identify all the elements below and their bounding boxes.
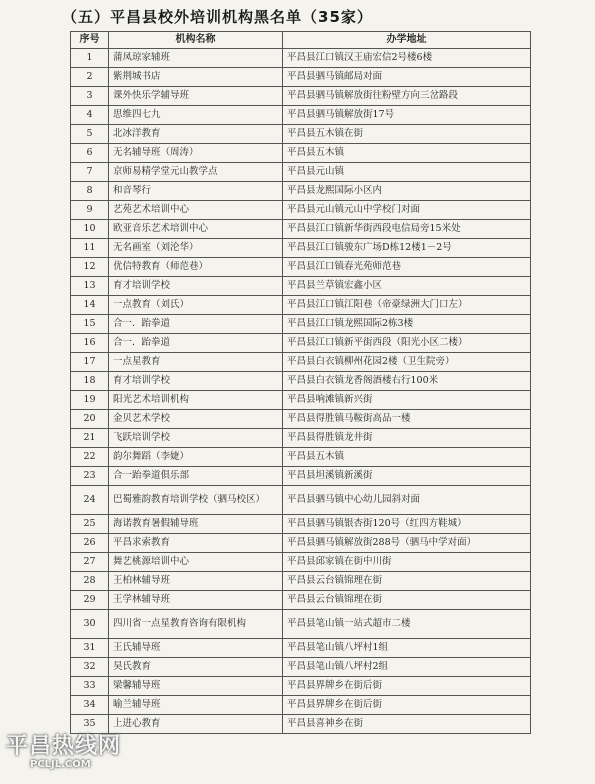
table-row [71,448,531,467]
table-row [71,553,531,572]
row-address: 平昌县云台镇锦理在街 [283,591,531,610]
row-name: 北冰洋教育 [109,125,283,144]
row-number: 31 [71,639,109,658]
row-number: 13 [71,277,109,296]
row-number: 6 [71,144,109,163]
row-number: 9 [71,201,109,220]
row-address: 平昌县驷马镇邮局对面 [283,68,531,87]
table-row [71,486,531,515]
row-name: 欧亚音乐艺术培训中心 [109,220,283,239]
row-name: 金贝艺术学校 [109,410,283,429]
row-name: 和音琴行 [109,182,283,201]
row-name: 优信特教育（师范巷） [109,258,283,277]
table-row [71,534,531,553]
row-address: 平昌县五木镇在街 [283,125,531,144]
row-address: 平昌县坦溪镇新溪街 [283,467,531,486]
table-row [71,696,531,715]
row-number: 29 [71,591,109,610]
row-number: 3 [71,87,109,106]
header-name: 机构名称 [109,32,283,49]
row-address: 平昌县驷马镇解放街17号 [283,106,531,125]
table-row [71,429,531,448]
row-address: 平昌县五木镇 [283,448,531,467]
row-address: 平昌县五木镇 [283,144,531,163]
row-address: 平昌县江口镇骏东广场D栋12楼1－2号 [283,239,531,258]
table-row [71,201,531,220]
header-no: 序号 [71,32,109,49]
table-row [71,515,531,534]
row-name: 无名辅导班（周涛） [109,144,283,163]
row-number: 8 [71,182,109,201]
table-row [71,220,531,239]
table-row [71,353,531,372]
row-name: 育才培训学校 [109,372,283,391]
row-number: 22 [71,448,109,467]
row-address: 平昌县得胜镇龙井街 [283,429,531,448]
table-row [71,572,531,591]
row-name: 合一．跆拳道 [109,334,283,353]
row-name: 一点教育（刘氏） [109,296,283,315]
row-address: 平昌县白衣镇柳州花园2楼（卫生院旁） [283,353,531,372]
watermark [6,735,121,771]
row-number: 23 [71,467,109,486]
table-row [71,87,531,106]
table-row [71,410,531,429]
row-number: 17 [71,353,109,372]
row-address: 平昌县驷马镇中心幼儿园斜对面 [283,486,531,515]
row-address: 平昌县界牌乡在街后街 [283,677,531,696]
table-row [71,277,531,296]
row-number: 16 [71,334,109,353]
row-name: 韵尔舞蹈（李婕） [109,448,283,467]
row-number: 30 [71,610,109,639]
row-number: 7 [71,163,109,182]
row-name: 舞艺桃源培训中心 [109,553,283,572]
row-name: 王学林辅导班 [109,591,283,610]
table-row [71,610,531,639]
row-number: 12 [71,258,109,277]
watermark-main: 平昌热线网 [6,734,122,759]
row-number: 19 [71,391,109,410]
blacklist-table [70,31,531,734]
row-address: 平昌县龙熙国际小区内 [283,182,531,201]
row-number: 20 [71,410,109,429]
row-number: 32 [71,658,109,677]
row-number: 14 [71,296,109,315]
row-number: 33 [71,677,109,696]
watermark-sub: PCLJL.COM [30,759,91,770]
page-title: （五）平昌县校外培训机构黑名单（35家） [62,8,373,26]
row-name: 京师易精学堂元山教学点 [109,163,283,182]
row-number: 26 [71,534,109,553]
row-name: 飞跃培训学校 [109,429,283,448]
table-row [71,467,531,486]
row-name: 喻兰辅导班 [109,696,283,715]
row-name: 紫荆城书店 [109,68,283,87]
table-row [71,315,531,334]
row-address: 平昌县江口镇龙熙国际2栋3楼 [283,315,531,334]
row-number: 15 [71,315,109,334]
row-name: 上进心教育 [109,715,283,734]
table-row [71,391,531,410]
row-name: 王柏林辅导班 [109,572,283,591]
row-address: 平昌县驷马镇银杏街120号（红四方鞋城） [283,515,531,534]
row-name: 昊氏教育 [109,658,283,677]
row-name: 平昌求索教育 [109,534,283,553]
header-addr: 办学地址 [283,32,531,49]
row-address: 平昌县笔山镇一站式超市二楼 [283,610,531,639]
table-header-row [71,32,531,49]
table-row [71,639,531,658]
row-address: 平昌县得胜镇马鞍街高品一楼 [283,410,531,429]
row-address: 平昌县界牌乡在街后街 [283,696,531,715]
table-row [71,68,531,87]
table-row [71,296,531,315]
table-row [71,49,531,68]
row-address: 平昌县喜神乡在街 [283,715,531,734]
row-name: 王氏辅导班 [109,639,283,658]
row-name: 育才培训学校 [109,277,283,296]
table-body [71,49,531,734]
row-address: 平昌县邱家镇在街中川街 [283,553,531,572]
row-name: 巴蜀雅韵教育培训学校（驷马校区） [109,486,283,515]
row-name: 阳光艺术培训机构 [109,391,283,410]
row-address: 平昌县江口镇新平街西段（阳光小区二楼） [283,334,531,353]
row-number: 34 [71,696,109,715]
row-address: 平昌县云台镇锦理在街 [283,572,531,591]
table-row [71,239,531,258]
row-address: 平昌县白衣镇龙香阁酒楼右行100米 [283,372,531,391]
row-number: 4 [71,106,109,125]
table-row [71,372,531,391]
table-row [71,106,531,125]
row-name: 一点星教育 [109,353,283,372]
row-address: 平昌县响滩镇新兴街 [283,391,531,410]
table-row [71,591,531,610]
table-row [71,677,531,696]
row-name: 四川省一点星教育咨询有限机构 [109,610,283,639]
row-address: 平昌县笔山镇八坪村1组 [283,639,531,658]
row-name: 课外快乐学辅导班 [109,87,283,106]
row-address: 平昌县笔山镇八坪村2组 [283,658,531,677]
row-name: 海诺教育暑假辅导班 [109,515,283,534]
row-name: 梁馨辅导班 [109,677,283,696]
row-number: 25 [71,515,109,534]
row-number: 21 [71,429,109,448]
row-address: 平昌县江口镇新华街西段电信局旁15米处 [283,220,531,239]
table-row [71,334,531,353]
row-name: 合一．跆拳道 [109,315,283,334]
table-row [71,258,531,277]
row-name: 无名画室（刘沦华） [109,239,283,258]
row-name: 合一跆拳道俱乐部 [109,467,283,486]
row-name: 蒲凤琼家辅班 [109,49,283,68]
row-name: 艺苑艺术培训中心 [109,201,283,220]
row-address: 平昌县江口镇江阳巷（帝豪绿洲大门口左） [283,296,531,315]
row-number: 28 [71,572,109,591]
row-address: 平昌县兰草镇宏鑫小区 [283,277,531,296]
row-number: 11 [71,239,109,258]
table-row [71,163,531,182]
row-address: 平昌县江口镇春光苑师范巷 [283,258,531,277]
row-number: 5 [71,125,109,144]
row-address: 平昌县元山镇 [283,163,531,182]
row-number: 27 [71,553,109,572]
table-row [71,715,531,734]
row-number: 35 [71,715,109,734]
row-address: 平昌县元山镇元山中学校门对面 [283,201,531,220]
row-address: 平昌县江口镇汉王庙宏信2号楼6楼 [283,49,531,68]
row-number: 18 [71,372,109,391]
table-row [71,125,531,144]
row-number: 10 [71,220,109,239]
row-address: 平昌县驷马镇解放街往粉壁方向三岔路段 [283,87,531,106]
table-row [71,144,531,163]
row-number: 1 [71,49,109,68]
table-row [71,182,531,201]
table-row [71,658,531,677]
row-address: 平昌县驷马镇解放街288号（驷马中学对面） [283,534,531,553]
row-name: 思维四七九 [109,106,283,125]
row-number: 2 [71,68,109,87]
row-number: 24 [71,486,109,515]
